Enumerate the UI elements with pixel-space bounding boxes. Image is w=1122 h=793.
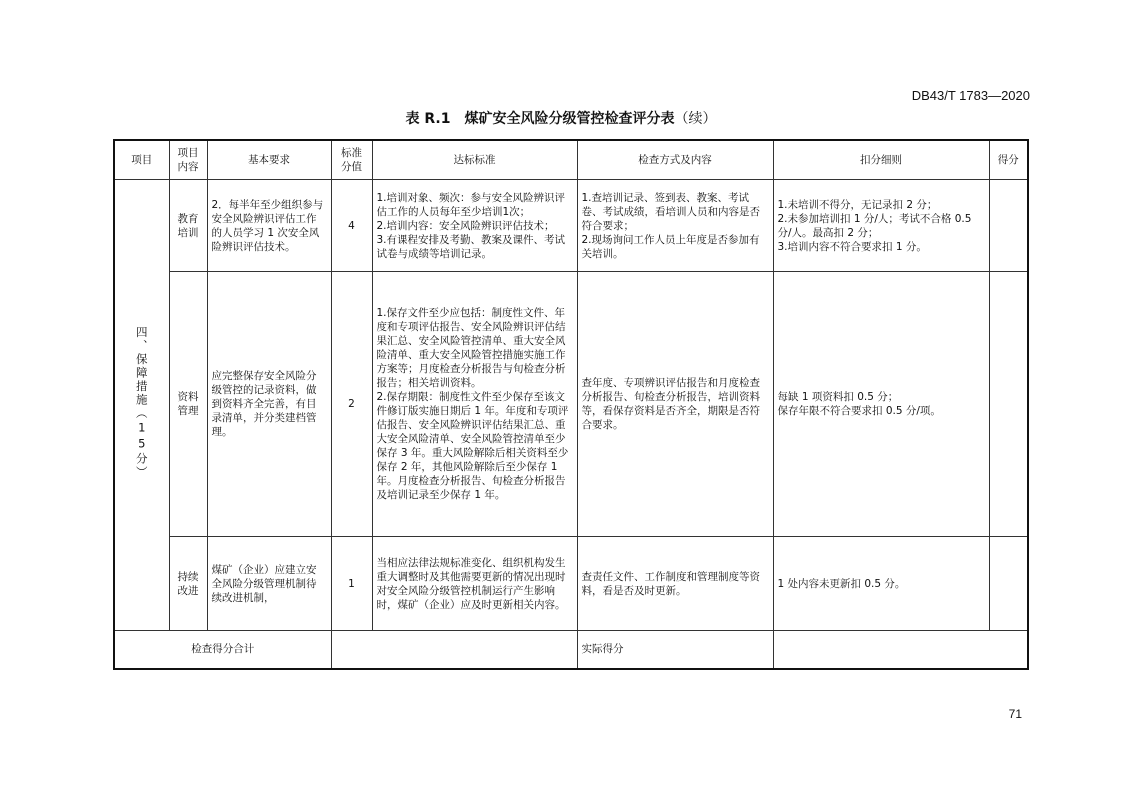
table-title [0,108,1122,128]
col-header-item: 项目 [114,140,169,180]
row-deduction: 1 处内容未更新扣 0.5 分。 [773,537,989,631]
row-requirement: 应完整保存安全风险分级管控的记录资料，做到资料齐全完善，有目录清单，并分类建档管理。 [207,272,331,537]
col-header-requirement: 基本要求 [207,140,331,180]
col-header-score: 标准 分值 [331,140,372,180]
row-score: 1 [331,537,372,631]
row-standard: 1.保存文件至少应包括：制度性文件、年度和专项评估报告、安全风险辨识评估结果汇总、安全风险管控清单、重大安全风险清单、重大安全风险管控措施实施工作方案等；月度检查分析报告与旬检查分析报告；相关培训资料。 2.保存期限：制度性文件至少保存至该文件修订版实施日期后 1 年。年度和专项评估报告、安全风险辨识评估结果汇总、重大安全风险清单、安全风险管控清单至少保存 3 年。重大风险解除后相关资料至少保存 2 年，其他风险解除后至少保存 1 年。月度检查分析报告、旬检查分析报告及培训记录至少保存 1 年。 [372,272,577,537]
row-content: 教育 培训 [169,180,207,272]
table-title-continued: （续） [674,111,717,127]
row-deduction: 1.未培训不得分，无记录扣 2 分； 2.未参加培训扣 1 分/人；考试不合格 0.5 分/人。最高扣 2 分； 3.培训内容不符合要求扣 1 分。 [773,180,989,272]
row-requirement: 煤矿（企业）应建立安全风险分级管理机制待续改进机制， [207,537,331,631]
row-points [989,180,1028,272]
col-header-content: 项目 内容 [169,140,207,180]
row-content: 资料 管理 [169,272,207,537]
row-standard: 1.培训对象、频次：参与安全风险辨识评估工作的人员每年至少培训1次； 2.培训内容：安全风险辨识评估技术； 3.有课程安排及考勤、教案及课件、考试试卷与成绩等培训记录。 [372,180,577,272]
row-points [989,537,1028,631]
col-header-method: 检查方式及内容 [577,140,773,180]
row-score: 2 [331,272,372,537]
actual-score-value [773,631,1028,669]
total-score-label: 检查得分合计 [114,631,331,669]
row-content: 持续 改进 [169,537,207,631]
page-number: 71 [1008,707,1022,721]
table-row [114,537,1028,631]
actual-score-label: 实际得分 [577,631,773,669]
row-method: 1.查培训记录、签到表、教案、考试卷、考试成绩，看培训人员和内容是否符合要求； 2.现场询问工作人员上年度是否参加有关培训。 [577,180,773,272]
row-method: 查年度、专项辨识评估报告和月度检查分析报告、旬检查分析报告，培训资料等，看保存资料是否齐全，期限是否符合要求。 [577,272,773,537]
row-deduction: 每缺 1 项资料扣 0.5 分； 保存年限不符合要求扣 0.5 分/项。 [773,272,989,537]
scoring-table [113,139,1029,670]
col-header-points: 得分 [989,140,1028,180]
total-row [114,631,1028,669]
row-requirement: 2．每半年至少组织参与安全风险辨识评估工作的人员学习 1 次安全风险辨识评估技术。 [207,180,331,272]
total-score-value [331,631,577,669]
row-score: 4 [331,180,372,272]
col-header-deduction: 扣分细则 [773,140,989,180]
row-standard: 当相应法律法规标准变化、组织机构发生重大调整时及其他需要更新的情况出现时对安全风险分级管控机制运行产生影响时，煤矿（企业）应及时更新相关内容。 [372,537,577,631]
row-method: 查责任文件、工作制度和管理制度等资料，看是否及时更新。 [577,537,773,631]
table-title-main: 表 R.1 煤矿安全风险分级管控检查评分表 [405,111,675,127]
row-points [989,272,1028,537]
col-header-standard: 达标标准 [372,140,577,180]
section-cell [114,180,169,631]
document-code: DB43/T 1783—2020 [911,88,1030,103]
table-row [114,180,1028,272]
table-row [114,272,1028,537]
section-label: 四、保障措施（15分） [134,326,149,480]
